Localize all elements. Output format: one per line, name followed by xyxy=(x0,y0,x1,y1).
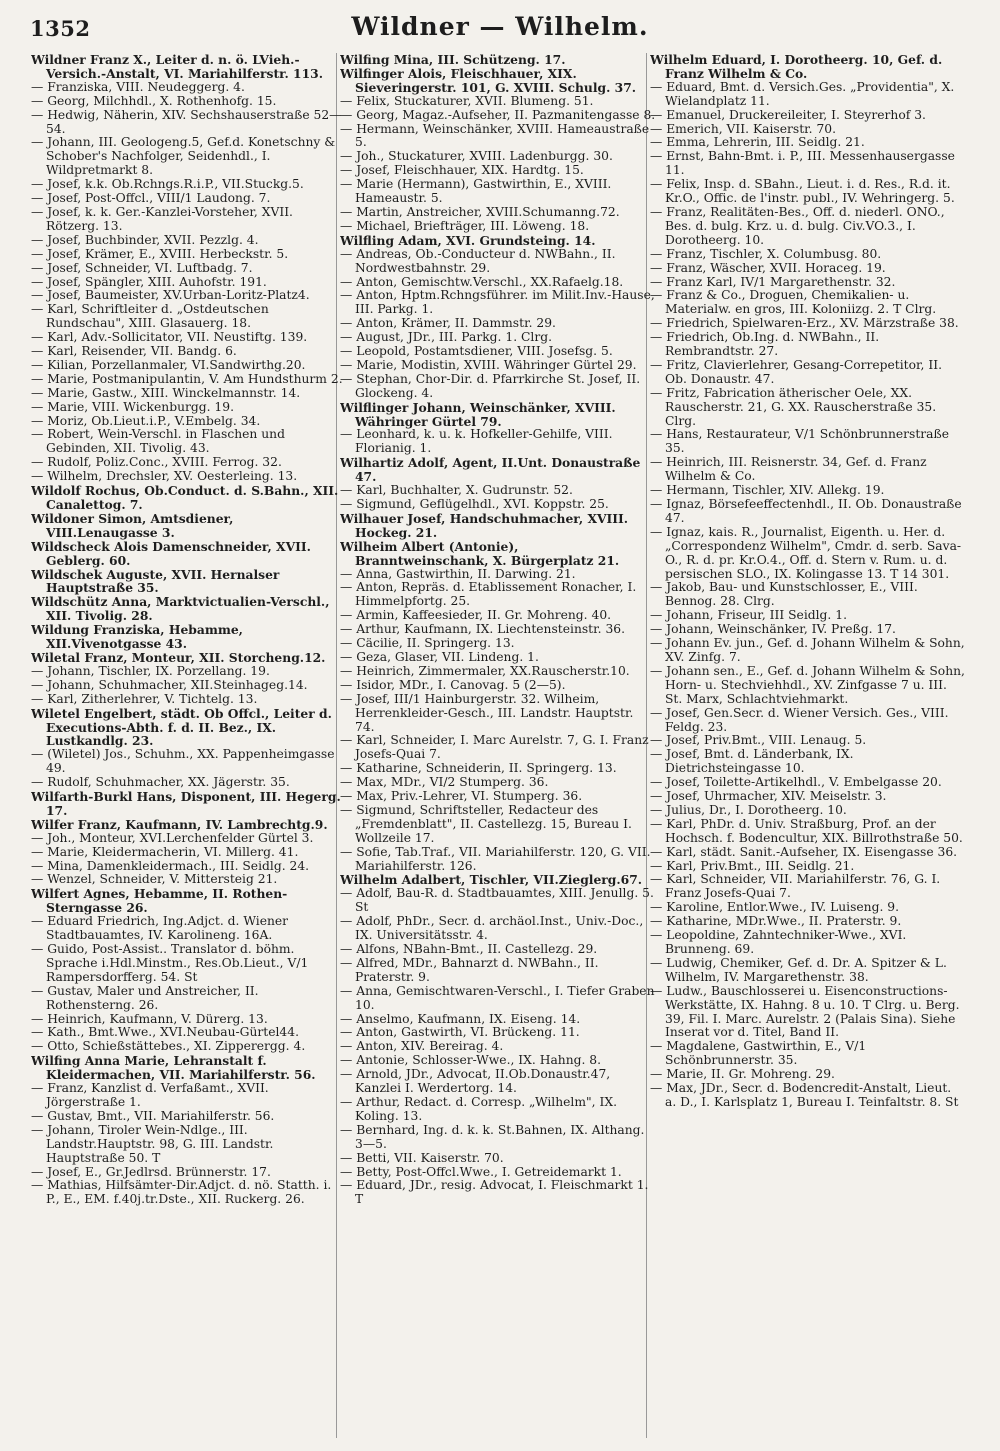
directory-entry: — Franz, Kanzlist d. Verfaßamt., XVII. Jörgerstraße 1. xyxy=(31,1081,269,1109)
directory-entry: — Gustav, Maler und Anstreicher, II. Rothensterng. 26. xyxy=(31,983,259,1012)
directory-entry: — Cäcilie, II. Springerg. 13. xyxy=(340,636,515,651)
directory-entry: — Joh., Monteur, XVI.Lerchenfelder Gürtel 3. xyxy=(31,830,314,845)
directory-entry: — Otto, Schießstättebes., XI. Zipperergg. 4. xyxy=(31,1039,306,1054)
directory-entry: — Josef, Post-Offcl., VIII/1 Laudong. 7. xyxy=(31,191,271,206)
directory-entry: — Anna, Gemischtwaren-Verschl., I. Tiefer Graben 10. xyxy=(340,983,655,1012)
directory-entry: — Kath., Bmt.Wwe., XVI.Neubau-Gürtel44. xyxy=(31,1025,299,1040)
directory-entry: — Marie, Gastw., XIII. Winckelmannstr. 14. xyxy=(31,385,301,400)
directory-column-1 xyxy=(31,53,347,1443)
directory-entry: — August, JDr., III. Parkg. 1. Clrg. xyxy=(340,330,553,345)
directory-entry: — Emanuel, Druckereileiter, I. Steyrerhof 3. xyxy=(650,107,926,122)
directory-entry: — Hermann, Tischler, XIV. Allekg. 19. xyxy=(650,483,885,498)
directory-entry: — Marie, VIII. Wickenburgg. 19. xyxy=(31,399,234,414)
directory-entry: — Marie (Hermann), Gastwirthin, E., XVIII. Hameaustr. 5. xyxy=(340,177,612,206)
directory-entry: — Johann sen., E., Gef. d. Johann Wilhelm & Sohn, Horn- u. Stechviehhdl., XV. Zinfgasse 7 u. III. St. Marx, Schlachtviehmarkt. xyxy=(650,663,965,706)
directory-entry: — Ignaz, Börsefeeffectenhdl., II. Ob. Donaustraße 47. xyxy=(650,497,962,525)
directory-entry: — Franz, Wäscher, XVII. Horaceg. 19. xyxy=(650,260,886,275)
directory-entry: — Alfred, MDr., Bahnarzt d. NWBahn., II. Praterstr. 9. xyxy=(340,955,599,984)
directory-entry: — Rudolf, Schuhmacher, XX. Jägerstr. 35. xyxy=(31,775,290,790)
directory-entry: Wildschek Auguste, XVII. Hernalser Hauptstraße 35. xyxy=(31,566,280,596)
directory-entry: — Stephan, Chor-Dir. d. Pfarrkirche St. Josef, II. Glockeng. 4. xyxy=(340,371,641,400)
directory-entry: — Guido, Post-Assist.. Translator d. böhm. Sprache i.Hdl.Minstm., Res.Ob.Lieut., V/1 Rampersdorfferg. 54. St xyxy=(31,942,309,984)
directory-entry: — Jakob, Bau- und Kunstschlosser, E., VIII. Bennog. 28. Clrg. xyxy=(650,580,918,609)
directory-entry: Wilfing Mina, III. Schützeng. 17. xyxy=(340,53,566,67)
directory-entry: — Franz, Realitäten-Bes., Off. d. niederl. ONO., Bes. d. bulg. Krz. u. d. bulg. Civ.VO.3., I. Dorotheerg. 10. xyxy=(650,204,945,247)
directory-entry: — Josef, Baumeister, XV.Urban-Loritz-Platz4. xyxy=(31,288,310,303)
directory-entry: — Max, MDr., VI/2 Stumperg. 36. xyxy=(340,775,549,790)
directory-entry: — Anton, Hptm.Rchngsführer. im Milit.Inv.-Hause, III. Parkg. 1. xyxy=(340,288,655,317)
directory-entry: — Sigmund, Geflügelhdl., XVI. Koppstr. 25. xyxy=(340,497,609,511)
directory-entry: — Johann, III. Geologeng.5, Gef.d. Konetschny & Schober's Nachfolger, Seidenhdl., I. Wildpretmarkt 8. xyxy=(31,135,336,178)
directory-entry: — Josef, III/1 Hainburgerstr. 32. Wilheim, Herrenkleider-Gesch., III. Landstr. Hauptstr. 74. xyxy=(340,691,634,734)
directory-column-2 xyxy=(340,53,656,1443)
directory-entry: Wilhauer Josef, Handschuhmacher, XVIII. Hockeg. 21. xyxy=(340,510,629,540)
directory-entry: — Johann Ev. jun., Gef. d. Johann Wilhelm & Sohn, XV. Zinfg. 7. xyxy=(650,636,965,664)
directory-entry: Wilflinger Johann, Weinschänker, XVIII. Währinger Gürtel 79. xyxy=(340,399,616,429)
directory-entry: — Bernhard, Ing. d. k. k. St.Bahnen, IX. Althang. 3—5. xyxy=(340,1122,645,1151)
directory-entry: — Marie, Kleidermacherin, VI. Millerg. 41. xyxy=(31,844,299,859)
directory-entry: — Georg, Magaz.-Aufseher, II. Pazmanitengasse 8. xyxy=(340,107,656,122)
directory-entry: — Georg, Milchhdl., X. Rothenhofg. 15. xyxy=(31,93,277,108)
directory-entry: — Johann, Tiroler Wein-Ndlge., III. Landstr.Hauptstr. 98, G. III. Landstr. Hauptstraße 50. T xyxy=(31,1122,274,1165)
directory-entry: — Karl, Adv.-Sollicitator, VII. Neustiftg. 139. xyxy=(31,330,308,345)
directory-entry: Wildolf Rochus, Ob.Conduct. d. S.Bahn., XII. Canalettog. 7. xyxy=(31,483,339,512)
directory-entry: — Anton, Krämer, II. Dammstr. 29. xyxy=(340,316,556,331)
directory-entry: — Gustav, Bmt., VII. Mariahilferstr. 56. xyxy=(31,1108,275,1123)
directory-entry: — Felix, Stuckaturer, XVII. Blumeng. 51. xyxy=(340,93,594,108)
directory-entry: — Emma, Lehrerin, III. Seidlg. 21. xyxy=(650,135,865,150)
directory-entry: — Friedrich, Spielwaren-Erz., XV. Märzstraße 38. xyxy=(650,316,959,331)
directory-entry: Wildschütz Anna, Marktvictualien-Verschl., XII. Tivolig. 28. xyxy=(31,594,330,624)
directory-entry: — Michael, Briefträger, III. Löweng. 18. xyxy=(340,218,590,233)
directory-entry: Wilfer Franz, Kaufmann, IV. Lambrechtg.9. xyxy=(31,816,328,832)
directory-entry: — Alfons, NBahn-Bmt., II. Castellezg. 29. xyxy=(340,942,598,956)
directory-entry: — Eduard Friedrich, Ing.Adjct. d. Wiener Stadtbauamtes, IV. Karolineng. 16A. xyxy=(31,914,289,943)
directory-entry: Wilhelm Eduard, I. Dorotheerg. 10, Gef. d. Franz Wilhelm & Co. xyxy=(650,53,943,81)
directory-entry: — Andreas, Ob.-Conducteur d. NWBahn., II. Nordwestbahnstr. 29. xyxy=(340,246,616,275)
directory-entry: — Johann, Tischler, IX. Porzellang. 19. xyxy=(31,663,270,678)
directory-entry: — Josef, Uhrmacher, XIV. Meiselstr. 3. xyxy=(650,789,887,804)
directory-entry: — Felix, Insp. d. SBahn., Lieut. i. d. Res., R.d. it. Kr.O., Offic. de l'instr. publ., IV. Wehringerg. 5. xyxy=(650,177,955,206)
directory-entry: — Betti, VII. Kaiserstr. 70. xyxy=(340,1150,504,1165)
directory-entry: — Moriz, Ob.Lieut.i.P., V.Embelg. 34. xyxy=(31,413,261,428)
directory-entry: — Heinrich, Zimmermaler, XX.Rauscherstr.10. xyxy=(340,663,630,678)
directory-entry: — Karl, Reisender, VII. Bandg. 6. xyxy=(31,344,237,359)
directory-entry: — Max, Priv.-Lehrer, VI. Stumperg. 36. xyxy=(340,789,583,804)
directory-entry: — Ludwig, Chemiker, Gef. d. Dr. A. Spitzer & L. Wilhelm, IV. Margarethenstr. 38. xyxy=(650,955,947,984)
directory-entry: — Karl, Buchhalter, X. Gudrunstr. 52. xyxy=(340,483,573,498)
directory-entry: — Marie, Postmanipulantin, V. Am Hundsthurm 2. xyxy=(31,371,343,386)
directory-entry: — Anton, Gastwirth, VI. Brückeng. 11. xyxy=(340,1025,580,1040)
directory-entry: — Leopoldine, Zahntechniker-Wwe., XVI. Brunneng. 69. xyxy=(650,928,907,956)
directory-entry: — Franz & Co., Droguen, Chemikalien- u. Materialw. en gros, III. Koloniizg. 2. T Clrg. xyxy=(650,288,937,317)
directory-entry: — Wenzel, Schneider, V. Mittersteig 21. xyxy=(31,872,278,887)
directory-entry: — Josef, Spängler, XIII. Auhofstr. 191. xyxy=(31,274,267,289)
page-number: 1352 xyxy=(30,16,91,41)
directory-entry: — (Wiletel) Jos., Schuhm., XX. Pappenheimgasse 49. xyxy=(31,747,335,776)
directory-entry: — Sofie, Tab.Traf., VII. Mariahilferstr. 120, G. VII. Mariahilferstr. 126. xyxy=(340,844,651,873)
directory-entry: Wildung Franziska, Hebamme, XII.Vivenotgasse 43. xyxy=(31,622,243,652)
directory-entry: — Karl, städt. Sanit.-Aufseher, IX. Eisengasse 36. xyxy=(650,844,958,859)
directory-entry: — Karl, Schneider, VII. Mariahilferstr. 76, G. I. Franz Josefs-Quai 7. xyxy=(650,872,941,901)
directory-entry: — Josef, k. k. Ger.-Kanzlei-Vorsteher, XVII. Rötzerg. 13. xyxy=(31,204,293,233)
directory-entry: — Josef, Buchbinder, XVII. Pezzlg. 4. xyxy=(31,232,259,247)
directory-entry: — Ludw., Bauschlosserei u. Eisenconstructions-Werkstätte, IX. Hahng. 8 u. 10. T Clrg. u. Berg. 39, Fil. I. Marc. Aurelstr. 2 (Palais Sina). Siehe Inserat vor d. Titel, Band II. xyxy=(650,983,960,1040)
directory-entry: — Emerich, VII. Kaiserstr. 70. xyxy=(650,121,837,136)
directory-entry: Wildner Franz X., Leiter d. n. ö. LVieh.-Versich.-Anstalt, VI. Mariahilferstr. 113. xyxy=(31,53,323,81)
directory-entry: — Fritz, Fabrication ätherischer Oele, XX. Rauscherstr. 21, G. XX. Rauscherstraße 35. Clrg. xyxy=(650,385,937,428)
directory-entry: — Adolf, PhDr., Secr. d. archäol.Inst., Univ.-Doc., IX. Universitätsstr. 4. xyxy=(340,914,644,943)
directory-entry: — Hans, Restaurateur, V/1 Schönbrunnerstraße 35. xyxy=(650,427,949,456)
directory-entry: — Armin, Kaffeesieder, II. Gr. Mohreng. 40. xyxy=(340,608,612,623)
directory-entry: — Magdalene, Gastwirthin, E., V/1 Schönbrunnerstr. 35. xyxy=(650,1039,867,1068)
directory-entry: Wiletel Engelbert, städt. Ob Offcl., Leiter d. Executions-Abth. f. d. II. Bez., IX. Lustkandlg. 23. xyxy=(31,705,332,749)
directory-entry: — Heinrich, Kaufmann, V. Dürerg. 13. xyxy=(31,1011,268,1026)
directory-entry: — Ignaz, kais. R., Journalist, Eigenth. u. Her. d. „Correspondenz Wilhelm", Cmdr. d. serb. Sava-O., R. d. pr. Kr.O.4., Off. d. Stern v. Rum. u. d. persischen SLO., IX. Kolingasse 13. T 14 301. xyxy=(650,524,962,581)
directory-entry: — Mathias, Hilfsämter-Dir.Adjct. d. nö. Statth. i. P., E., EM. f.40j.tr.Dste., XII. Ruckerg. 26. xyxy=(31,1178,332,1207)
directory-entry: — Arnold, JDr., Advocat, II.Ob.Donaustr.47, Kanzlei I. Werdertorg. 14. xyxy=(340,1067,611,1096)
directory-entry: — Eduard, Bmt. d. Versich.Ges. „Providentia", X. Wielandplatz 11. xyxy=(650,79,955,108)
directory-entry: — Marie, Modistin, XVIII. Währinger Gürtel 29. xyxy=(340,357,637,372)
directory-entry: — Kilian, Porzellanmaler, VI.Sandwirthg.20. xyxy=(31,357,306,372)
directory-entry: — Arthur, Kaufmann, IX. Liechtensteinstr. 36. xyxy=(340,622,626,637)
directory-entry: — Sigmund, Schriftsteller, Redacteur des „Fremdenblatt", II. Castellezg. 15, Bureau I. Wollzeile 17. xyxy=(340,802,632,845)
directory-entry: — Friedrich, Ob.Ing. d. NWBahn., II. Rembrandtstr. 27. xyxy=(650,330,880,359)
directory-entry: — Geza, Glaser, VII. Lindeng. 1. xyxy=(340,649,539,664)
directory-entry: Wilfarth-Burkl Hans, Disponent, III. Hegerg. 17. xyxy=(31,789,341,818)
directory-entry: — Anton, Gemischtw.Verschl., XX.Rafaelg.18. xyxy=(340,274,624,289)
directory-entry: — Katharine, MDr.Wwe., II. Praterstr. 9. xyxy=(650,914,902,929)
directory-entry: — Johann, Weinschänker, IV. Preßg. 17. xyxy=(650,622,896,637)
directory-entry: — Karl, Schneider, I. Marc Aurelstr. 7, G. I. Franz Josefs-Quai 7. xyxy=(340,733,649,762)
directory-entry: — Josef, Toilette-Artikelhdl., V. Embelgasse 20. xyxy=(650,775,942,790)
directory-entry: — Anna, Gastwirthin, II. Darwing. 21. xyxy=(340,566,576,581)
directory-entry: Wiletal Franz, Monteur, XII. Storcheng.12. xyxy=(31,649,326,665)
directory-entry: — Leopold, Postamtsdiener, VIII. Josefsg. 5. xyxy=(340,344,613,359)
directory-entry: — Josef, Priv.Bmt., VIII. Lenaug. 5. xyxy=(650,733,867,748)
directory-entry: — Josef, Schneider, VI. Luftbadg. 7. xyxy=(31,260,253,275)
directory-entry: — Robert, Wein-Verschl. in Flaschen und Gebinden, XII. Tivolig. 43. xyxy=(31,427,285,456)
directory-entry: — Leonhard, k. u. k. Hofkeller-Gehilfe, VIII. Florianig. 1. xyxy=(340,427,613,456)
directory-entry: — Karl, Schriftleiter d. „Ostdeutschen Rundschau", XIII. Glasauerg. 18. xyxy=(31,302,269,331)
directory-entry: — Julius, Dr., I. Dorotheerg. 10. xyxy=(650,802,847,817)
directory-entry: — Katharine, Schneiderin, II. Springerg. 13. xyxy=(340,761,617,776)
directory-entry: Wilfert Agnes, Hebamme, II. Rothen-Sterngasse 26. xyxy=(31,886,288,916)
page-title: Wildner — Wilhelm. xyxy=(351,12,649,41)
directory-entry: — Fritz, Clavierlehrer, Gesang-Correpetitor, II. Ob. Donaustr. 47. xyxy=(650,357,942,386)
directory-entry: Wildscheck Alois Damenschneider, XVII. Geblerg. 60. xyxy=(31,538,311,568)
directory-entry: Wilhartiz Adolf, Agent, II.Unt. Donaustraße 47. xyxy=(340,455,641,485)
directory-entry: — Franziska, VIII. Neudeggerg. 4. xyxy=(31,79,245,94)
directory-entry: — Ernst, Bahn-Bmt. i. P., III. Messenhausergasse 11. xyxy=(650,149,955,178)
directory-entry: Wilfling Adam, XVI. Grundsteing. 14. xyxy=(340,232,596,248)
directory-entry: Wildoner Simon, Amtsdiener, VIII.Lenaugasse 3. xyxy=(31,510,234,540)
directory-entry: — Anselmo, Kaufmann, IX. Eiseng. 14. xyxy=(340,1011,581,1026)
directory-entry: — Joh., Stuckaturer, XVIII. Ladenburgg. 30. xyxy=(340,149,613,164)
directory-entry: — Josef, Gen.Secr. d. Wiener Versich. Ges., VIII. Feldg. 23. xyxy=(650,705,949,734)
directory-entry: — Franz, Tischler, X. Columbusg. 80. xyxy=(650,246,882,261)
directory-entry: — Franz Karl, IV/1 Margarethenstr. 32. xyxy=(650,274,896,289)
directory-entry: — Josef, k.k. Ob.Rchngs.R.i.P., VII.Stuckg.5. xyxy=(31,177,304,192)
page-header xyxy=(30,12,970,48)
directory-entry: — Anton, Repräs. d. Etablissement Ronacher, I. Himmelpfortg. 25. xyxy=(340,580,637,609)
directory-entry: — Johann, Schuhmacher, XII.Steinhageg.14. xyxy=(31,677,308,692)
directory-entry: — Antonie, Schlosser-Wwe., IX. Hahng. 8. xyxy=(340,1053,602,1068)
directory-entry: — Adolf, Bau-R. d. Stadtbauamtes, XIII. Jenullg. 5. St xyxy=(340,886,654,915)
directory-entry: — Karl, Priv.Bmt., III. Seidlg. 21. xyxy=(650,858,855,873)
directory-entry: — Martin, Anstreicher, XVIII.Schumanng.72. xyxy=(340,204,620,219)
directory-entry: — Arthur, Redact. d. Corresp. „Wilhelm", IX. Koling. 13. xyxy=(340,1094,618,1123)
directory-entry: Wilfing Anna Marie, Lehranstalt f. Kleidermachen, VII. Mariahilferstr. 56. xyxy=(31,1053,316,1083)
directory-entry: — Josef, Bmt. d. Länderbank, IX. Dietrichsteingasse 10. xyxy=(650,747,854,776)
directory-entry: — Betty, Post-Offcl.Wwe., I. Getreidemarkt 1. xyxy=(340,1164,622,1179)
directory-entry: Wilfinger Alois, Fleischhauer, XIX. Sieveringerstr. 101, G. XVIII. Schulg. 37. xyxy=(340,65,637,95)
directory-entry: — Max, JDr., Secr. d. Bodencredit-Anstalt, Lieut. a. D., I. Karlsplatz 1, Bureau I. Teinfaltstr. 8. St xyxy=(650,1081,959,1109)
directory-entry: — Hedwig, Näherin, XIV. Sechshauserstraße 52—54. xyxy=(31,107,342,136)
directory-column-3 xyxy=(650,53,966,1443)
directory-entry: — Marie, II. Gr. Mohreng. 29. xyxy=(650,1067,835,1082)
directory-entry: — Heinrich, III. Reisnerstr. 34, Gef. d. Franz Wilhelm & Co. xyxy=(650,455,927,484)
directory-entry: — Eduard, JDr., resig. Advocat, I. Fleischmarkt 1. T xyxy=(340,1178,649,1207)
directory-entry: Wilheim Albert (Antonie), Branntweinschank, X. Bürgerplatz 21. xyxy=(340,538,620,568)
directory-entry: — Josef, E., Gr.Jedlrsd. Brünnerstr. 17. xyxy=(31,1164,271,1179)
directory-entry: — Anton, XIV. Bereirag. 4. xyxy=(340,1039,504,1054)
directory-entry: — Mina, Damenkleidermach., III. Seidlg. 24. xyxy=(31,858,310,873)
directory-entry: — Karl, Zitherlehrer, V. Tichtelg. 13. xyxy=(31,691,258,706)
directory-entry: — Johann, Friseur, III Seidlg. 1. xyxy=(650,608,847,623)
directory-entry: — Josef, Krämer, E., XVIII. Herbeckstr. 5. xyxy=(31,246,289,261)
directory-entry: — Hermann, Weinschänker, XVIII. Hameaustraße 5. xyxy=(340,121,650,150)
directory-entry: — Rudolf, Poliz.Conc., XVIII. Ferrog. 32. xyxy=(31,455,282,470)
directory-entry: Wilhelm Adalbert, Tischler, VII.Zieglerg.67. xyxy=(340,872,643,888)
directory-entry: — Wilhelm, Drechsler, XV. Oesterleing. 13. xyxy=(31,469,298,484)
directory-entry: — Karoline, Entlor.Wwe., IV. Luiseng. 9. xyxy=(650,900,900,915)
directory-entry: — Isidor, MDr., I. Canovag. 5 (2—5). xyxy=(340,677,566,692)
directory-entry: — Karl, PhDr. d. Univ. Straßburg, Prof. an der Hochsch. f. Bodencultur, XIX. Billrothstraße 50. xyxy=(650,816,963,845)
directory-entry: — Josef, Fleischhauer, XIX. Hardtg. 15. xyxy=(340,163,584,178)
